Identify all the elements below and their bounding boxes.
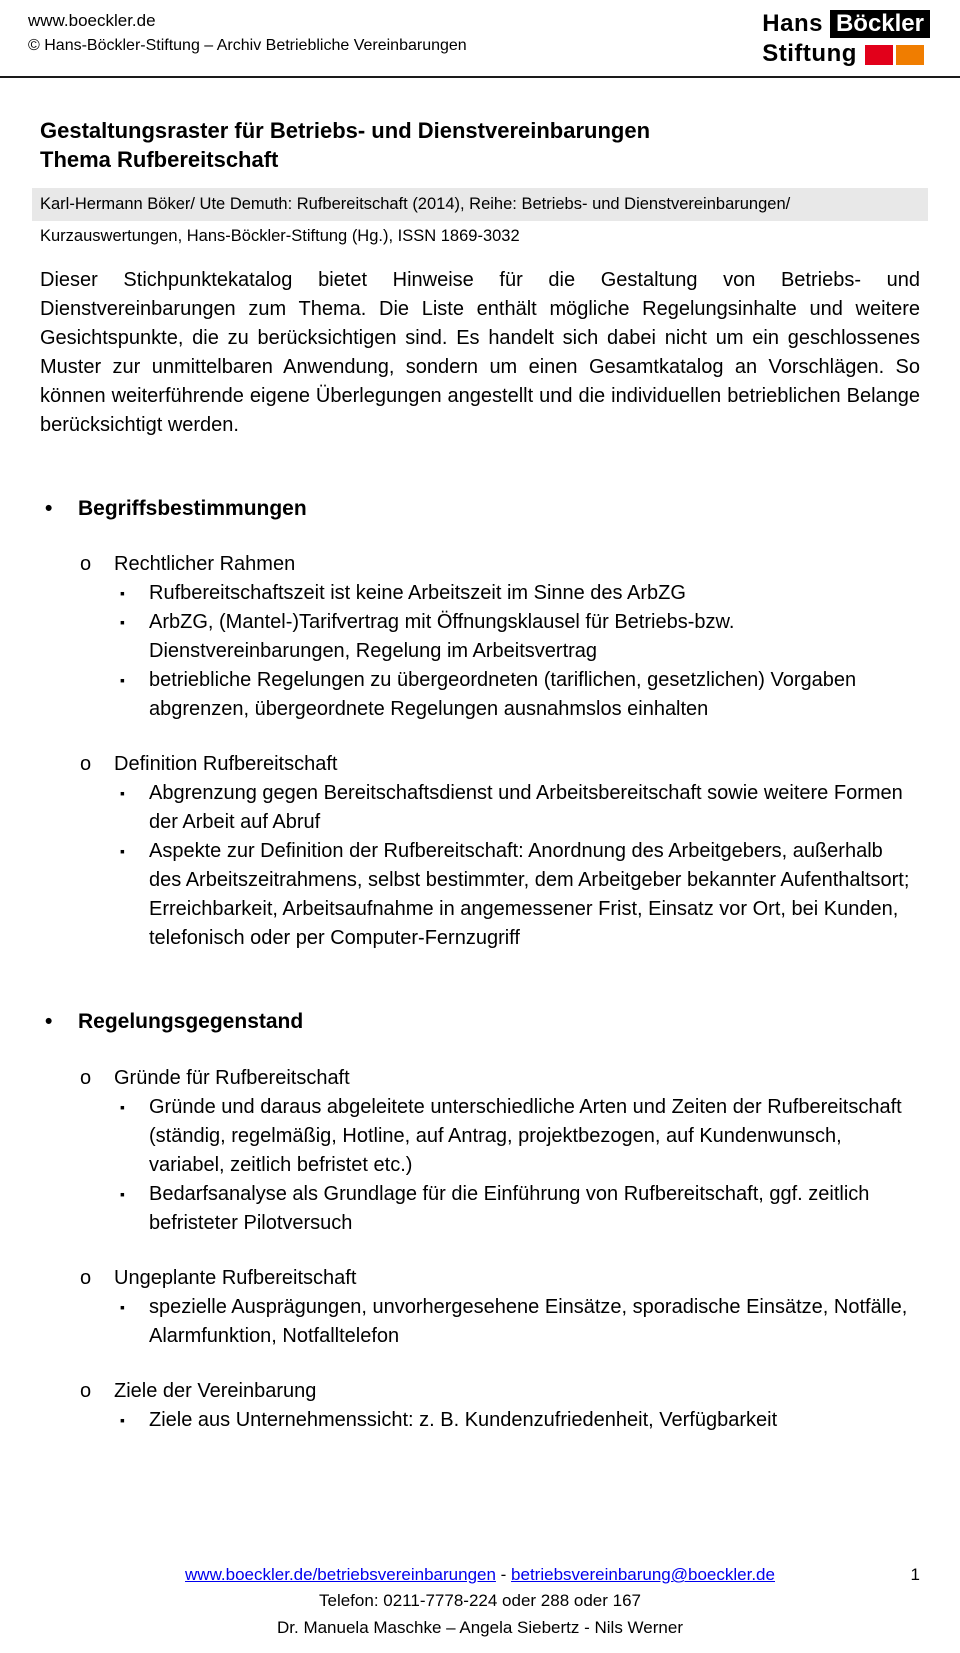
citation-block [32,188,928,248]
disc-bullet-icon: • [45,496,53,520]
page-title-line-1: Gestaltungsraster für Betriebs- und Dienstvereinbarungen [40,117,651,143]
logo-red-square-icon [865,45,893,65]
subsection-title [80,750,920,779]
subsection-0-1 [80,750,920,953]
list-item [120,1293,920,1351]
logo-word-stiftung: Stiftung [762,40,857,68]
citation-highlighted-text: Karl-Hermann Böker/ Ute Demuth: Rufbereitschaft (2014), Reihe: Betriebs- und Dienstvereinbarungen/ [32,188,928,221]
circle-bullet-icon: o [80,753,92,776]
circle-bullet-icon: o [80,1379,92,1402]
circle-bullet-icon: o [80,1266,92,1289]
list-item-text: Abgrenzung gegen Bereitschaftsdienst und Arbeitsbereitschaft sowie weitere Formen der Arbeit auf Abruf [149,782,903,834]
section-heading-text: Begriffsbestimmungen [78,496,307,520]
list-item-text: Rufbereitschaftszeit ist keine Arbeitszeit im Sinne des ArbZG [149,582,686,605]
list-item [120,666,920,724]
subsection-title [80,1064,920,1093]
list-item-text: Gründe und daraus abgeleitete unterschiedliche Arten und Zeiten der Rufbereitschaft (ständig, regelmäßig, Hotline, auf Antrag, projektbezogen, auf Kundenwunsch, variabel, zeitlich befristet etc.) [149,1095,902,1176]
logo-row-2 [762,41,930,67]
square-bullet-icon: ▪ [120,843,125,860]
subsection-title-text: Ziele der Vereinbarung [114,1379,317,1402]
square-bullet-icon: ▪ [120,1098,125,1115]
footer-link-separator: - [495,1564,512,1584]
list-item-text: spezielle Ausprägungen, unvorhergesehene Einsätze, sporadische Einsätze, Notfälle, Alarmfunktion, Notfalltelefon [149,1295,908,1347]
list-item [120,608,920,666]
square-bullet-icon: ▪ [120,585,125,602]
list-item [120,579,920,608]
list-item [120,779,920,837]
hans-boeckler-stiftung-logo [762,10,930,68]
section-1 [40,1007,920,1434]
footer-email-link[interactable]: betriebsvereinbarung@boeckler.de [511,1564,775,1584]
page-title [40,116,920,174]
list-item [120,1406,920,1435]
header-text-block [28,10,467,57]
subsection-0-0 [80,550,920,724]
square-bullet-icon: ▪ [120,1298,125,1315]
disc-bullet-icon: • [45,1010,53,1034]
list-item [120,1180,920,1238]
subsection-title [80,550,920,579]
circle-bullet-icon: o [80,1066,92,1089]
subsection-1-0 [80,1064,920,1238]
footer-authors-line: Dr. Manuela Maschke – Angela Siebertz - Nils Werner [277,1617,683,1637]
header-divider [0,76,960,78]
subsection-title-text: Gründe für Rufbereitschaft [114,1066,350,1089]
logo-word-boeckler: Böckler [830,10,930,38]
list-item [120,1093,920,1180]
square-bullet-icon: ▪ [120,614,125,631]
section-heading [45,1007,920,1037]
square-bullet-icon: ▪ [120,785,125,802]
logo-word-hans: Hans [762,10,823,37]
list-item-text: ArbZG, (Mantel-)Tarifvertrag mit Öffnungsklausel für Betriebs-bzw. Dienstvereinbarungen, Regelung im Arbeitsvertrag [149,611,735,663]
square-bullet-icon: ▪ [120,672,125,689]
intro-paragraph: Dieser Stichpunktekatalog bietet Hinweise für die Gestaltung von Betriebs- und Dienstvereinbarungen zum Thema. Die Liste enthält mögliche Regelungsinhalte und weitere Gesichtspunkte, die zu berücksichtigen sind. Es handelt sich dabei nicht um ein geschlossenes Muster zur unmittelbaren Anwendung, sondern um einen Gesamtkatalog an Vorschlägen. So können weiterführende eigene Überlegungen angestellt und die individuellen betrieblichen Belange berücksichtigt werden. [40,268,920,436]
section-heading [45,494,920,524]
subsection-title-text: Definition Rufbereitschaft [114,753,338,776]
subsection-title-text: Ungeplante Rufbereitschaft [114,1266,357,1289]
subsection-1-1 [80,1264,920,1351]
page-number: 1 [910,1564,920,1584]
subsection-1-2 [80,1377,920,1435]
footer-links-row [40,1562,920,1588]
header-site-url: www.boeckler.de [28,11,156,30]
logo-orange-square-icon [896,45,924,65]
subsection-title [80,1264,920,1293]
square-bullet-icon: ▪ [120,1185,125,1202]
footer-phone-line: Telefon: 0211-7778-224 oder 288 oder 167 [319,1591,641,1611]
logo-row-1 [762,10,930,38]
page-title-line-2: Thema Rufbereitschaft [40,146,279,172]
footer-web-link[interactable]: www.boeckler.de/betriebsvereinbarungen [185,1564,496,1584]
document-body [0,116,960,1435]
citation-rest-text: Kurzauswertungen, Hans-Böckler-Stiftung (Hg.), ISSN 1869-3032 [40,227,520,246]
section-0 [40,494,920,953]
circle-bullet-icon: o [80,553,92,576]
page-header [0,0,960,68]
list-item-text: Aspekte zur Definition der Rufbereitschaft: Anordnung des Arbeitgebers, außerhalb des Arbeitszeitrahmens, selbst bestimmter, dem Arbeitgeber bekannter Aufenthaltsort; Erreichbarkeit, Arbeitsaufnahme in angemessener Frist, Einsatz vor Ort, bei Kunden, telefonisch oder per Computer-Fernzugriff [149,840,910,950]
list-item-text: Bedarfsanalyse als Grundlage für die Einführung von Rufbereitschaft, ggf. zeitlich befristeter Pilotversuch [149,1182,870,1234]
subsection-title [80,1377,920,1406]
list-item-text: betriebliche Regelungen zu übergeordneten (tariflichen, gesetzlichen) Vorgaben abgrenzen, übergeordnete Regelungen ausnahmslos einhalten [149,669,857,721]
header-copyright: © Hans-Böckler-Stiftung – Archiv Betriebliche Vereinbarungen [28,37,467,55]
list-item [120,837,920,953]
sections-container [40,494,920,1435]
list-item-text: Ziele aus Unternehmenssicht: z. B. Kundenzufriedenheit, Verfügbarkeit [149,1408,778,1431]
section-heading-text: Regelungsgegenstand [78,1010,304,1034]
subsection-title-text: Rechtlicher Rahmen [114,553,296,576]
square-bullet-icon: ▪ [120,1411,125,1428]
page-footer [40,1562,920,1641]
